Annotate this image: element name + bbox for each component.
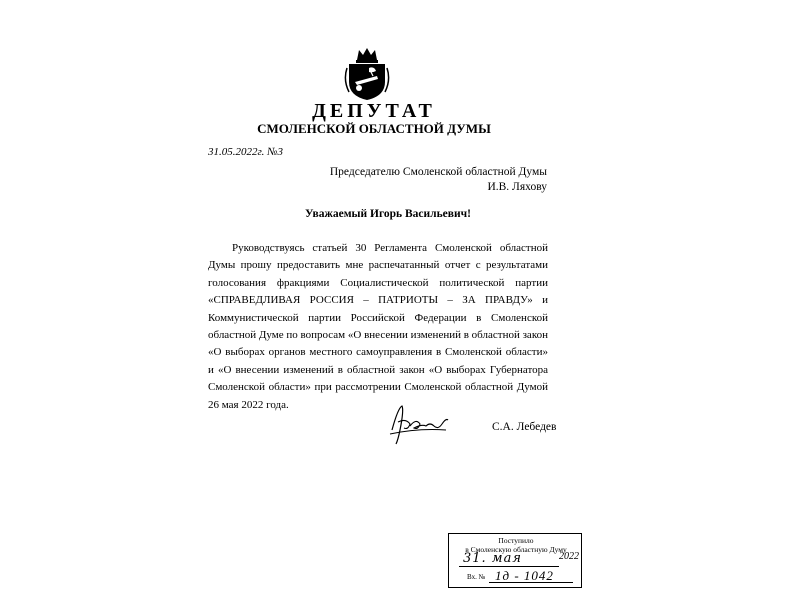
document-date-number: 31.05.2022г. №3 [208,146,284,158]
handwritten-signature [388,400,450,446]
stamp-handwritten-date: 31. мая [463,551,522,566]
stamp-duma-label: в Смоленскую областную Думу [465,545,567,554]
stamp-date-underline [459,566,559,567]
stamp-handwritten-year: 2022 [559,551,579,562]
greeting: Уважаемый Игорь Васильевич! [305,208,471,220]
page-title: ДЕПУТАТ [312,100,436,122]
stamp-number-underline [489,582,573,583]
stamp-received-label: Поступило [498,536,534,545]
addressee-block [330,165,547,195]
addressee-name: И.В. Ляхову [487,181,547,193]
addressee-position: Председателю Смоленской областной Думы [329,166,547,178]
page-subtitle: СМОЛЕНСКОЙ ОБЛАСТНОЙ ДУМЫ [257,121,491,136]
registration-stamp [448,533,582,588]
stamp-incoming-number-label: Вх. № [467,573,486,581]
stamp-handwritten-number: 1д - 1042 [495,568,554,583]
letter-body: Руководствуясь статьей 30 Регламента Смоленской областной Думы прошу предоставить мне распечатанный отчет с результатами голосования фракциями Социалистической политической партии «СПРАВЕДЛИВАЯ РОССИЯ – ПАТРИОТЫ – ЗА ПРАВДУ» и Коммунистической партии Российской Федерации в Смоленской областной Думе по вопросам «О внесении изменений в областной закон «О выборах органов местного самоуправления в Смоленской области» и «О внесении изменений в областной закон «О выборах Губернатора Смоленской области» при рассмотрении Смоленской областной Думой 26 мая 2022 года. [208,242,548,411]
coat-of-arms-emblem [343,46,391,102]
signer-name: С.А. Лебедев [492,421,557,433]
